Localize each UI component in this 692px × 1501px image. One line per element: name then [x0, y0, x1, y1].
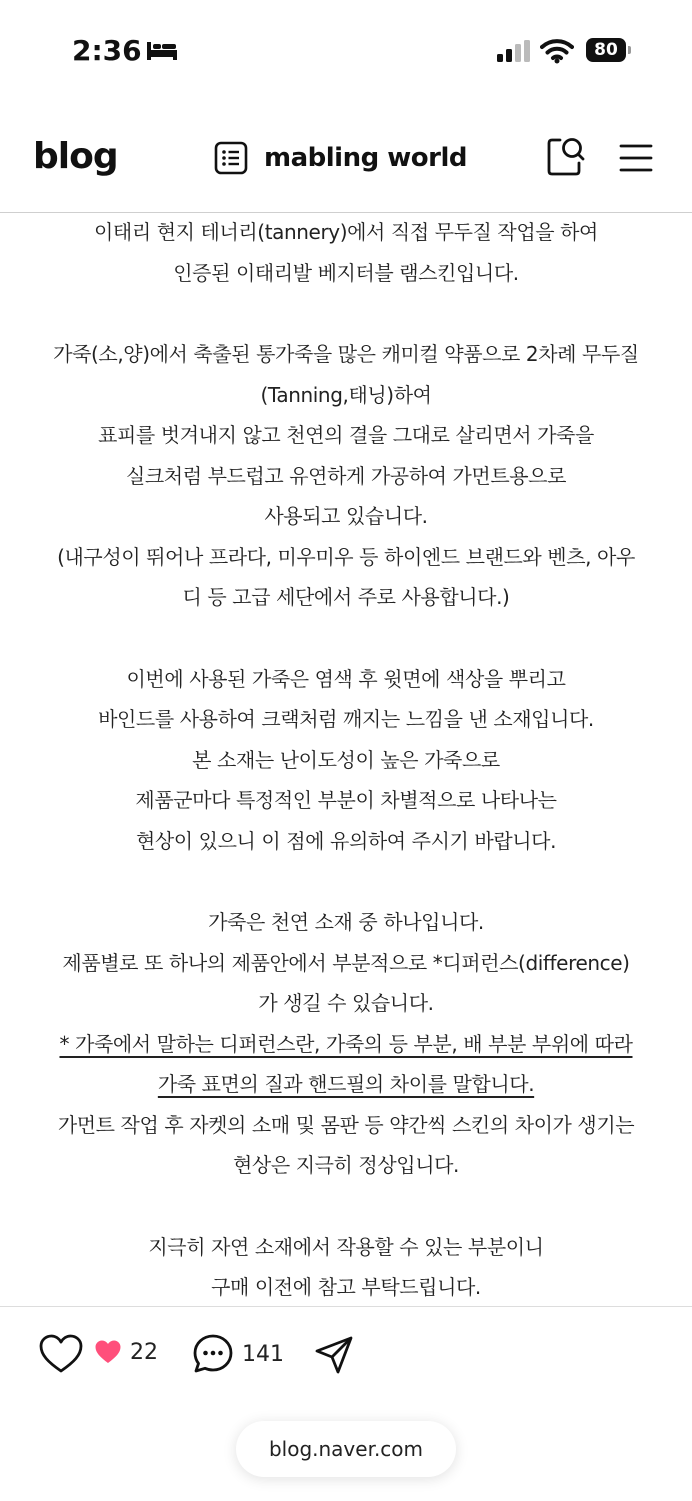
- text-line: 제품별로 또 하나의 제품안에서 부분적으로 *디퍼런스(difference): [62, 950, 630, 975]
- paragraph: [0, 1227, 692, 1307]
- text-line: 구매 이전에 참고 부탁드립니다.: [211, 1275, 481, 1299]
- battery-level: 80: [594, 40, 618, 60]
- wifi-icon: [540, 38, 574, 64]
- underlined-line: [0, 1024, 692, 1065]
- underlined-text: 가죽 표면의 질과 핸드필의 차이를 말합니다.: [157, 1072, 535, 1096]
- text-line: 가먼트 작업 후 자켓의 소매 및 몸판 등 약간씩 스킨의 차이가 생기는: [57, 1112, 635, 1137]
- share-icon[interactable]: [314, 1335, 354, 1375]
- text-line: 가죽은 천연 소재 중 하나입니다.: [208, 910, 484, 934]
- text-line: 이번에 사용된 가죽은 염색 후 윗면에 색상을 뿌리고: [126, 666, 566, 691]
- underlined-line: [0, 1064, 692, 1105]
- list-icon: [214, 141, 248, 175]
- text-line: 가죽(소,양)에서 축출된 통가죽을 많은 캐미컬 약품으로 2차례 무두질: [53, 342, 639, 366]
- heart-filled-icon: [94, 1339, 122, 1365]
- status-time: 2:36: [72, 34, 142, 67]
- text-line: 인증된 이태리발 베지터블 램스킨입니다.: [173, 260, 519, 285]
- search-icon[interactable]: [546, 136, 586, 178]
- signal-icon: [496, 40, 532, 62]
- status-bar: [0, 0, 692, 100]
- battery-icon: [586, 38, 630, 62]
- text-line: 제품군마다 특정적인 부분이 차별적으로 나타나는: [135, 788, 557, 812]
- url-bar[interactable]: blog.naver.com: [236, 1421, 456, 1477]
- text-line: 지극히 자연 소재에서 작용할 수 있는 부분이니: [148, 1234, 544, 1259]
- comment-button[interactable]: [192, 1333, 284, 1375]
- heart-outline-icon[interactable]: [38, 1333, 84, 1375]
- blog-logo[interactable]: blog: [33, 136, 118, 177]
- text-line: 본 소재는 난이도성이 높은 가죽으로: [192, 747, 500, 772]
- text-line: 현상은 지극히 정상입니다.: [233, 1153, 459, 1177]
- post-content: [0, 212, 692, 1306]
- sympathy-count: 22: [130, 1339, 158, 1365]
- text-line: (내구성이 뛰어나 프라다, 미우미우 등 하이엔드 브랜드와 벤츠, 아우: [57, 544, 635, 569]
- blog-title: mabling world: [264, 143, 467, 173]
- text-line: 이태리 현지 테너리(tannery)에서 직접 무두질 작업을 하여: [94, 220, 598, 244]
- blog-header: [0, 120, 692, 213]
- paragraph: [0, 334, 692, 618]
- paragraph: [0, 212, 692, 293]
- text-line: 사용되고 있습니다.: [264, 504, 428, 528]
- paragraph: [0, 659, 692, 862]
- text-line: (Tanning,태닝)하여: [260, 382, 432, 407]
- sympathy-count-button[interactable]: [94, 1339, 158, 1365]
- bed-icon: [146, 40, 178, 62]
- text-line: 실크처럼 부드럽고 유연하게 가공하여 가먼트용으로: [125, 463, 567, 488]
- comment-count: 141: [242, 1341, 284, 1367]
- text-line: 표피를 벗겨내지 않고 천연의 결을 그대로 살리면서 가죽을: [98, 423, 594, 447]
- paragraph: [0, 902, 692, 1186]
- text-line: 디 등 고급 세단에서 주로 사용합니다.): [182, 585, 510, 609]
- comment-icon: [192, 1333, 234, 1375]
- text-line: 가 생길 수 있습니다.: [258, 991, 434, 1015]
- action-bar: [0, 1306, 692, 1501]
- blog-title-link[interactable]: [214, 138, 467, 178]
- underlined-text: * 가죽에서 말하는 디퍼런스란, 가죽의 등 부분, 배 부분 부위에 따라: [59, 1031, 633, 1056]
- text-line: 현상이 있으니 이 점에 유의하여 주시기 바랍니다.: [135, 828, 557, 853]
- text-line: 바인드를 사용하여 크랙처럼 깨지는 느낌을 낸 소재입니다.: [98, 707, 594, 731]
- menu-icon[interactable]: [618, 140, 654, 176]
